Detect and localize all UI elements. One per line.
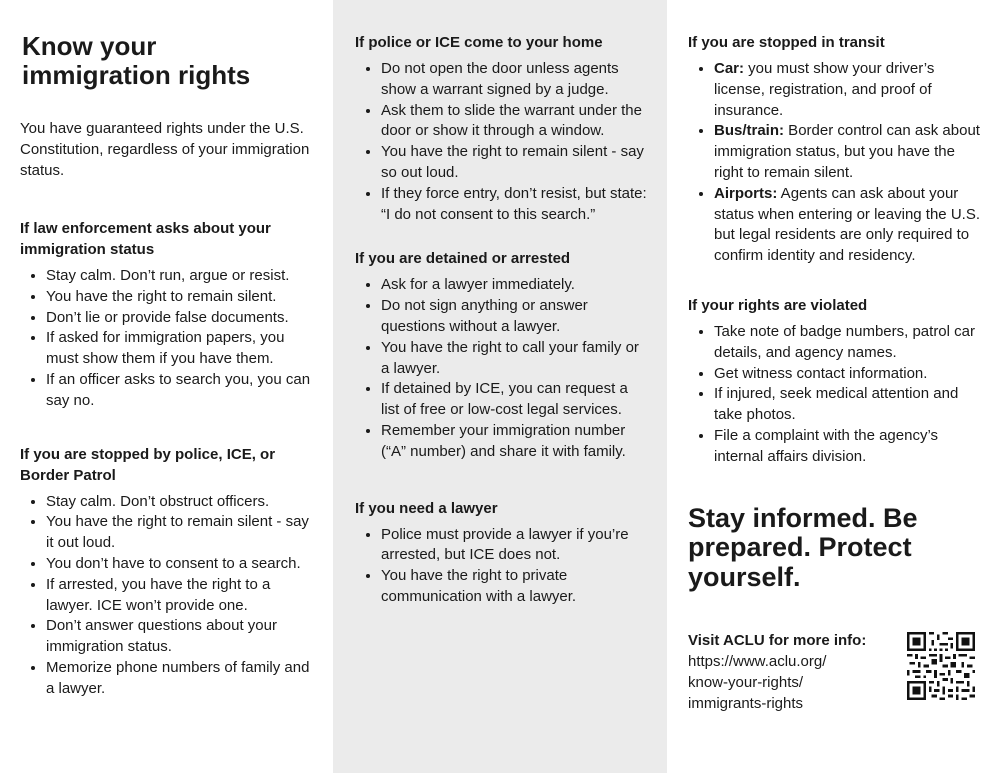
list-item: • If injured, seek medical attention and take photos. — [714, 384, 984, 426]
list-item: • Stay calm. Don’t obstruct officers. — [46, 492, 313, 513]
list-item: • Don’t answer questions about your immigration status. — [46, 616, 313, 658]
list-item: • If arrested, you have the right to a lawyer. ICE won’t provide one. — [46, 575, 313, 617]
item-lead: Bus/train: — [714, 122, 785, 140]
intro-text: You have guaranteed rights under the U.S. Constitution, regardless of your immigration status. — [20, 120, 310, 179]
home-list — [355, 59, 649, 225]
title-line-2: immigration rights — [22, 60, 251, 90]
url-line-2: know-your-rights/ — [688, 674, 804, 692]
url-line-3: immigrants-rights — [688, 695, 804, 713]
list-item: • Do not open the door unless agents show a warrant signed by a judge. — [381, 59, 649, 101]
page-title — [22, 32, 313, 90]
column-left — [0, 0, 333, 773]
list-item-car — [714, 59, 984, 121]
list-item: • Do not sign anything or answer questions without a lawyer. — [381, 296, 649, 338]
list-item: • Police must provide a lawyer if you’re arrested, but ICE does not. — [381, 525, 649, 567]
list-item: • You don’t have to consent to a search. — [46, 554, 313, 575]
visit-label: Visit ACLU for more info: — [688, 632, 867, 650]
item-text: Agents can ask about your status when entering or leaving the U.S. but legal residents are only required to confirm identity and residency. — [714, 184, 980, 265]
lawyer-list — [355, 525, 649, 608]
list-item-bus-train — [714, 121, 984, 183]
detained-list — [355, 275, 649, 462]
list-item: • If asked for immigration papers, you must show them if you have them. — [46, 328, 313, 370]
list-item: • If they force entry, don’t resist, but state: “I do not consent to this search.” — [381, 184, 649, 226]
section-heading-stopped: If you are stopped by police, ICE, or Border Patrol — [20, 445, 276, 484]
qr-code-icon — [907, 632, 975, 700]
list-item: • You have the right to private communication with a lawyer. — [381, 566, 649, 608]
section-heading-home: If police or ICE come to your home — [355, 34, 603, 51]
stopped-list — [20, 492, 313, 700]
section-heading-transit: If you are stopped in transit — [688, 34, 885, 51]
item-lead: Car: — [714, 60, 745, 77]
list-item: • Ask for a lawyer immediately. — [381, 275, 649, 296]
list-item: • Remember your immigration number (“A” number) and share it with family. — [381, 421, 649, 463]
list-item-airports — [714, 184, 984, 267]
item-text: Border control can ask about immigration status, but you have the right to remain silent. — [714, 122, 980, 181]
transit-list — [688, 59, 984, 267]
list-item: • Ask them to slide the warrant under the door or show it through a window. — [381, 101, 649, 143]
list-item: • Get witness contact information. — [714, 364, 984, 385]
visit-info — [688, 630, 866, 714]
list-item: • You have the right to remain silent. — [46, 287, 313, 308]
item-lead: Airports: — [714, 184, 778, 202]
section-heading-lawyer: If you need a lawyer — [355, 499, 498, 517]
list-item: • Memorize phone numbers of family and a lawyer. — [46, 658, 313, 700]
url-line-1: https://www.aclu.org/ — [688, 653, 827, 671]
list-item: • You have the right to remain silent - say so out loud. — [381, 142, 649, 184]
list-item: • If detained by ICE, you can request a list of free or low-cost legal services. — [381, 379, 649, 421]
item-text: you must show your driver’s license, registration, and proof of insurance. — [714, 60, 935, 119]
title-line-1: Know your — [22, 31, 157, 61]
tagline: Stay informed. Be prepared. Protect yourself. — [688, 502, 918, 592]
list-item: • If an officer asks to search you, you can say no. — [46, 370, 313, 412]
list-item: • Take note of badge numbers, patrol car details, and agency names. — [714, 322, 984, 364]
list-item: • Stay calm. Don’t run, argue or resist. — [46, 266, 313, 287]
section-heading-law-enforcement: If law enforcement asks about your immigration status — [20, 220, 271, 258]
column-right — [667, 0, 1000, 773]
column-middle — [333, 0, 667, 773]
list-item: • Don’t lie or provide false documents. — [46, 308, 313, 329]
list-item: • File a complaint with the agency’s internal affairs division. — [714, 426, 984, 468]
list-item: • You have the right to call your family or a lawyer. — [381, 338, 649, 380]
visit-block — [688, 630, 984, 714]
list-item: • You have the right to remain silent - say it out loud. — [46, 512, 313, 554]
violated-list — [688, 322, 984, 468]
section-heading-detained: If you are detained or arrested — [355, 250, 571, 268]
law-enforcement-list — [20, 266, 313, 412]
section-heading-violated: If your rights are violated — [688, 296, 868, 314]
